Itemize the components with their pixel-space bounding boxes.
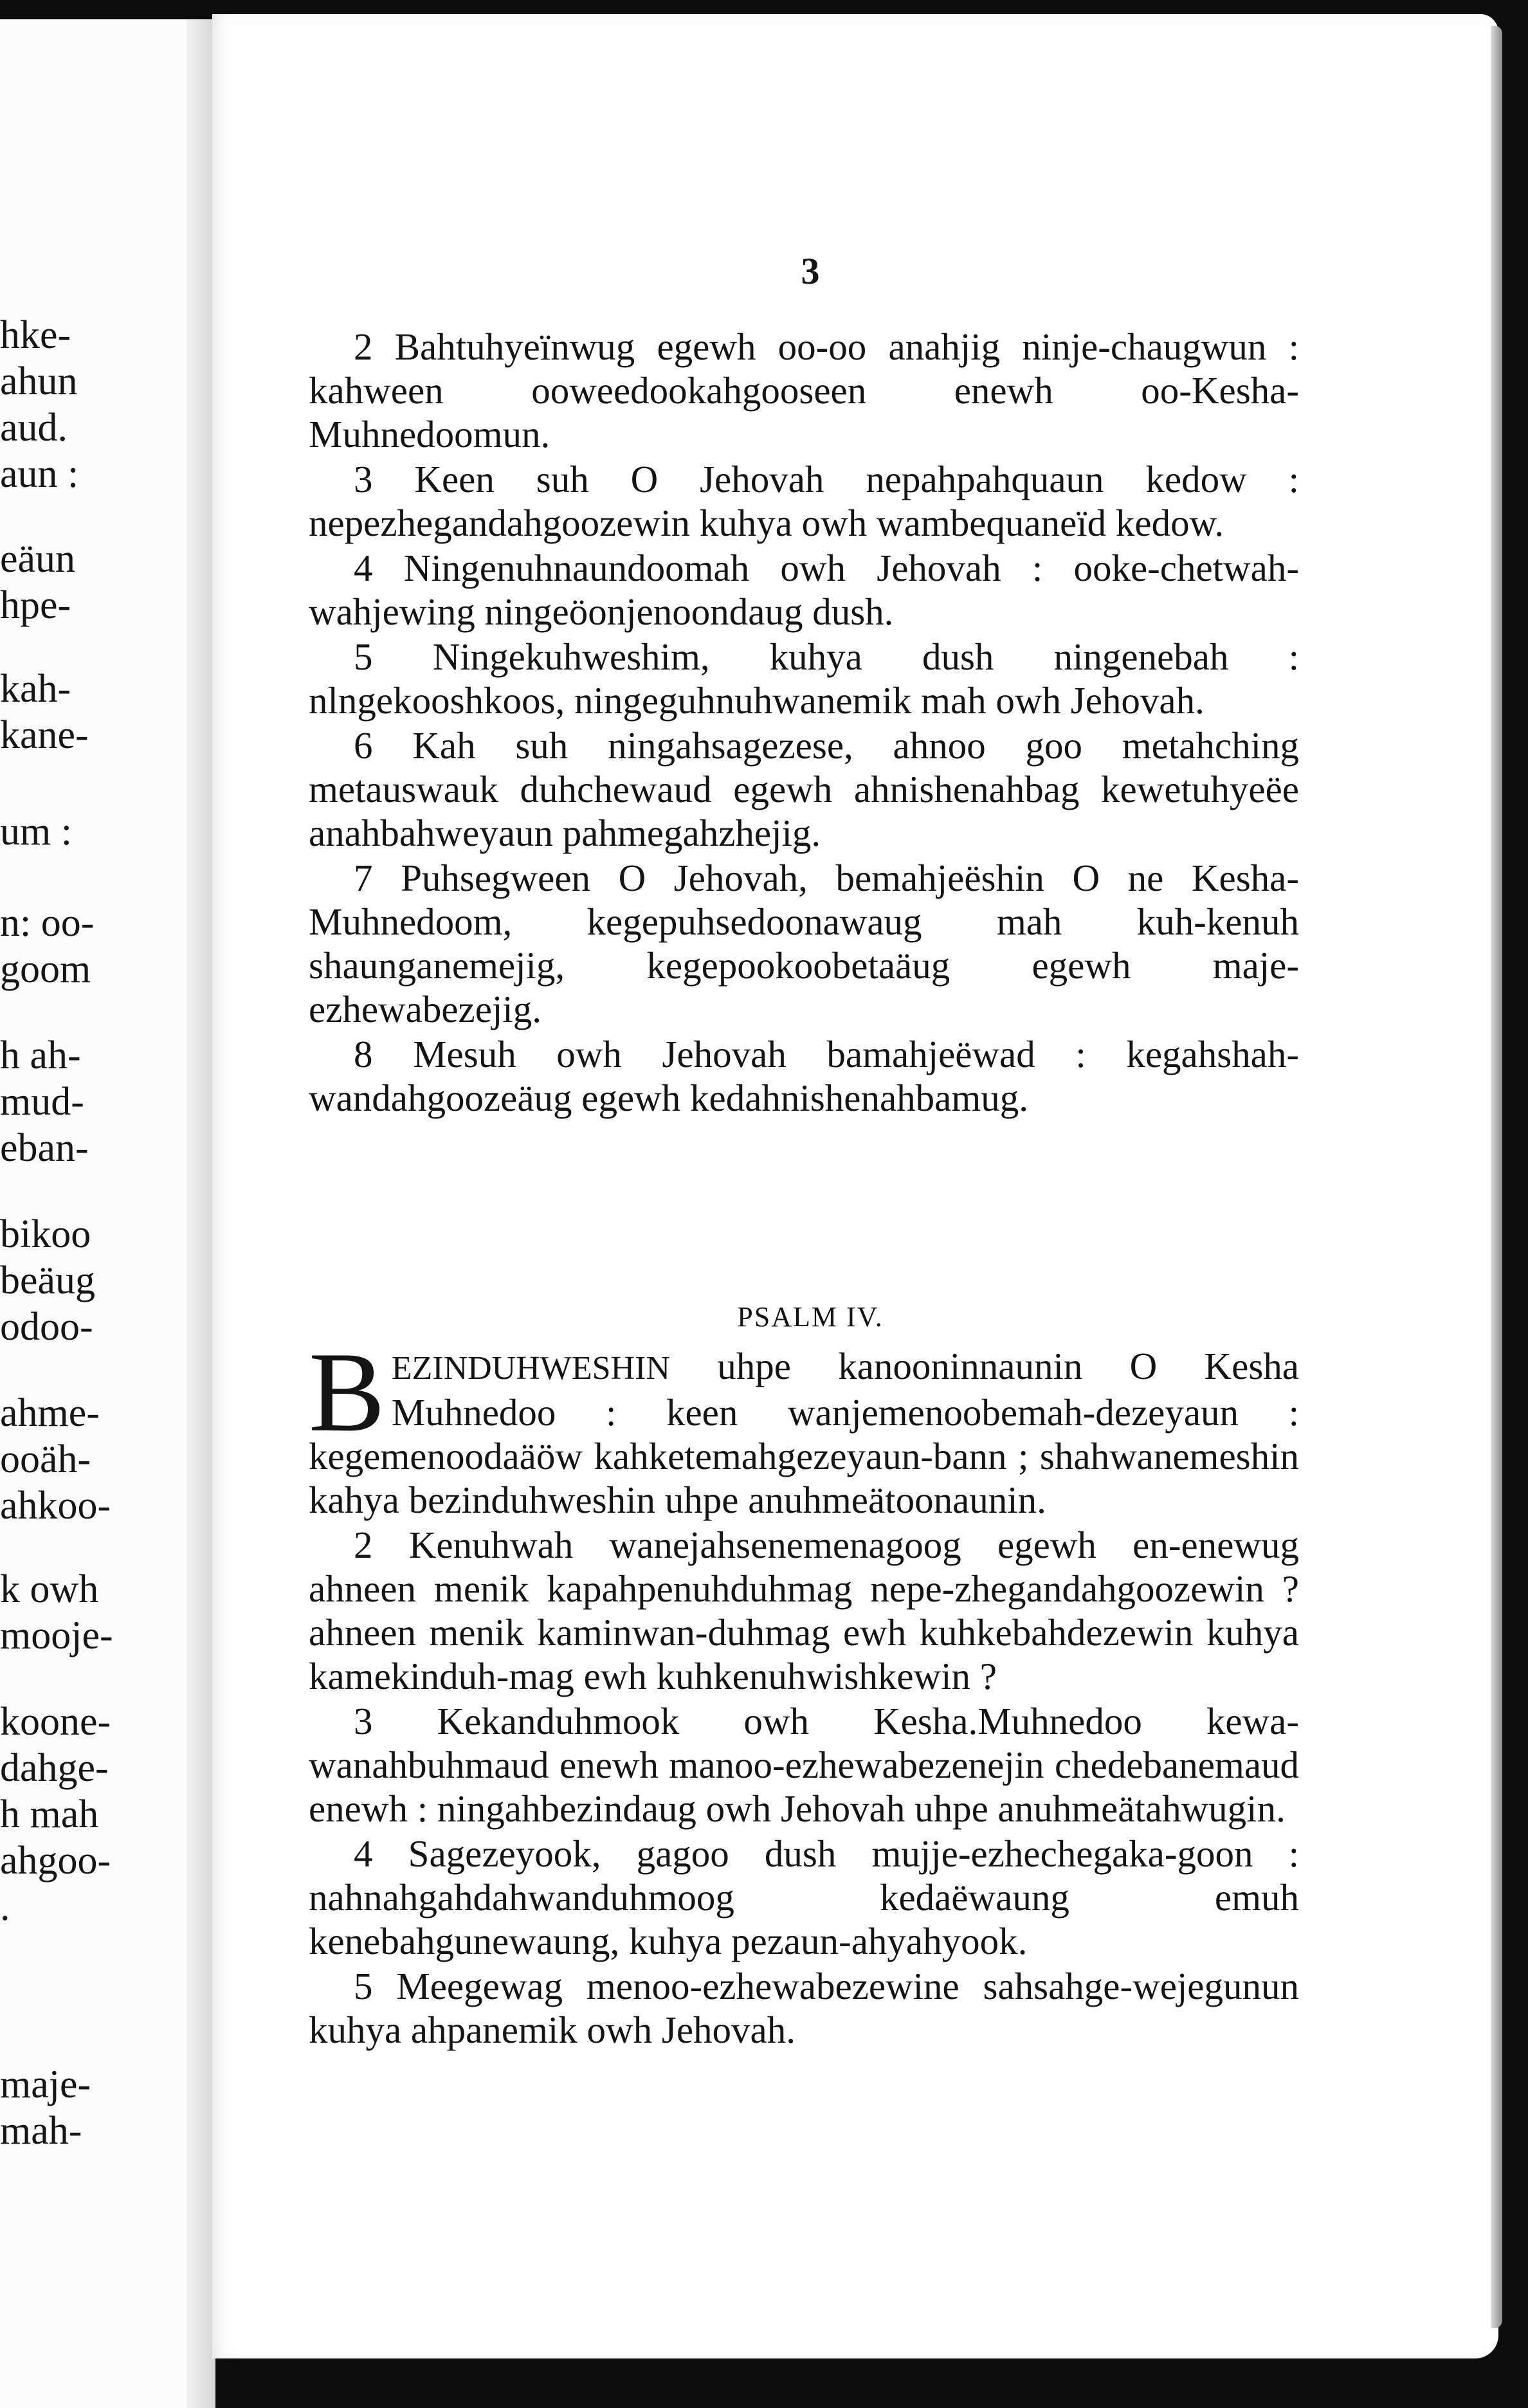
psalm-heading: PSALM IV.	[737, 1301, 884, 1333]
verse-3-5: 5 Ningekuhweshim, kuhya dush ningenebah : nlngekooshkoos, ningeguhnuhwanemik mah owh Jehovah.	[309, 635, 1299, 722]
facing-page-line: koone-	[0, 1700, 111, 1744]
page-edge	[1491, 26, 1502, 2328]
facing-page-line: aun :	[0, 452, 79, 496]
facing-page-line: beäug	[0, 1259, 96, 1302]
verse-3-2: 2 Bahtuhyeïnwug egewh oo-oo anahjig ninje-chaugwun : kahween ooweedookahgooseen enewh oo-Kesha-Muhnedoomun.	[309, 325, 1299, 455]
psalm-3-text	[309, 325, 1299, 1121]
verse-4-4: 4 Sagezeyook, gagoo dush mujje-ezhechegaka-goon : nahnahgahdahwanduhmoog kedaëwaung emuh kenebahgunewaung, kuhya pezaun-ahyahyook.	[309, 1832, 1299, 1962]
facing-page-line: odoo-	[0, 1305, 93, 1349]
verse-3-8: 8 Mesuh owh Jehovah bamahjeëwad : kegahshah-wandahgoozeäug egewh kedahnishenahbamug.	[309, 1033, 1299, 1119]
facing-page-line: um :	[0, 810, 72, 853]
verse-4-3: 3 Kekanduhmook owh Kesha.Muhnedoo kewa-wanahbuhmaud enewh manoo-ezhewabezenejin chedebanemaud enewh : ningahbezindaug owh Jehovah uhpe anuhmeätahwugin.	[309, 1700, 1299, 1830]
facing-page-line: mah-	[0, 2109, 82, 2153]
page-number: 3	[801, 250, 820, 292]
facing-page-line: eäun	[0, 537, 76, 581]
facing-page-line: ahun	[0, 360, 78, 403]
psalm-4-text	[309, 1328, 1299, 2053]
facing-page-line: h mah	[0, 1792, 99, 1836]
verse-4-1-caps: EZINDUHWESHIN	[391, 1350, 670, 1387]
facing-page-line: n: oo-	[0, 901, 95, 945]
facing-page-line: aud.	[0, 406, 68, 450]
facing-page-line: mud-	[0, 1080, 84, 1124]
verse-3-4: 4 Ningenuhnaundoomah owh Jehovah : ooke-chetwah-wahjewing ningeöonjenoondaug dush.	[309, 547, 1299, 633]
facing-page-line: mooje-	[0, 1614, 113, 1657]
facing-page-line: bikoo	[0, 1212, 91, 1256]
facing-page-line: goom	[0, 947, 91, 991]
facing-page-line: h ah-	[0, 1034, 81, 1077]
facing-page-line: hpe-	[0, 583, 71, 627]
verse-4-1	[309, 1328, 1299, 1522]
verse-4-5: 5 Meegewag menoo-ezhewabezewine sahsahge-wejegunun kuhya ahpanemik owh Jehovah.	[309, 1965, 1299, 2051]
facing-page-line: majе-	[0, 2063, 91, 2106]
facing-page-line: ooäh-	[0, 1437, 91, 1481]
book-gutter	[186, 19, 215, 2408]
facing-page-line: ahgoo-	[0, 1839, 111, 1883]
facing-page-line: .	[0, 1885, 10, 1929]
facing-page-line: kane-	[0, 713, 89, 757]
verse-4-2: 2 Kenuhwah wanejahsenemenagoog egewh en-enewug ahneen menik kapahpenuhduhmag nepe-zhegandahgoozewin ? ahneen menik kaminwan-duhmag ewh kuhkebahdezewin kuhya kamekinduh-mag ewh kuhkenuhwishkewin ?	[309, 1524, 1299, 1697]
facing-page-line: k owh	[0, 1567, 99, 1611]
facing-page-line: ahkoo-	[0, 1484, 111, 1528]
drop-cap: B	[309, 1328, 385, 1455]
facing-page-line: kah-	[0, 667, 71, 711]
verse-3-3: 3 Keen suh O Jehovah nepahpahquaun kedow : nepezhegandahgoozewin kuhya owh wambequaneïd kedow.	[309, 458, 1299, 544]
facing-page	[0, 19, 215, 2408]
verse-4-1-text: uhpe kanooninnaunin O Kesha Muhnedoo : keen wanjemenoobemah-dezeyaun : kegemenoodaäöw kahketemahgezeyaun-bann ; shahwanemeshin kahya bezinduhweshin uhpe anuhmeätoonaunin.	[309, 1345, 1299, 1521]
facing-page-line: hke-	[0, 313, 71, 357]
facing-page-line: ahme-	[0, 1391, 100, 1435]
verse-3-6: 6 Kah suh ningahsagezese, ahnoo goo metahching metauswauk duhchewaud egewh ahnishenahbag kewetuhyeëe anahbahweyaun pahmegahzhejig.	[309, 724, 1299, 854]
verse-3-7: 7 Puhsegween O Jehovah, bemahjeëshin O ne Kesha-Muhnedoom, kegepuhsedoonawaug mah kuh-kenuh shaunganemejig, kegepookoobetaäug egewh maje-ezhewabezejig.	[309, 857, 1299, 1030]
facing-page-line: eban-	[0, 1126, 89, 1170]
facing-page-line: dahge-	[0, 1746, 109, 1790]
